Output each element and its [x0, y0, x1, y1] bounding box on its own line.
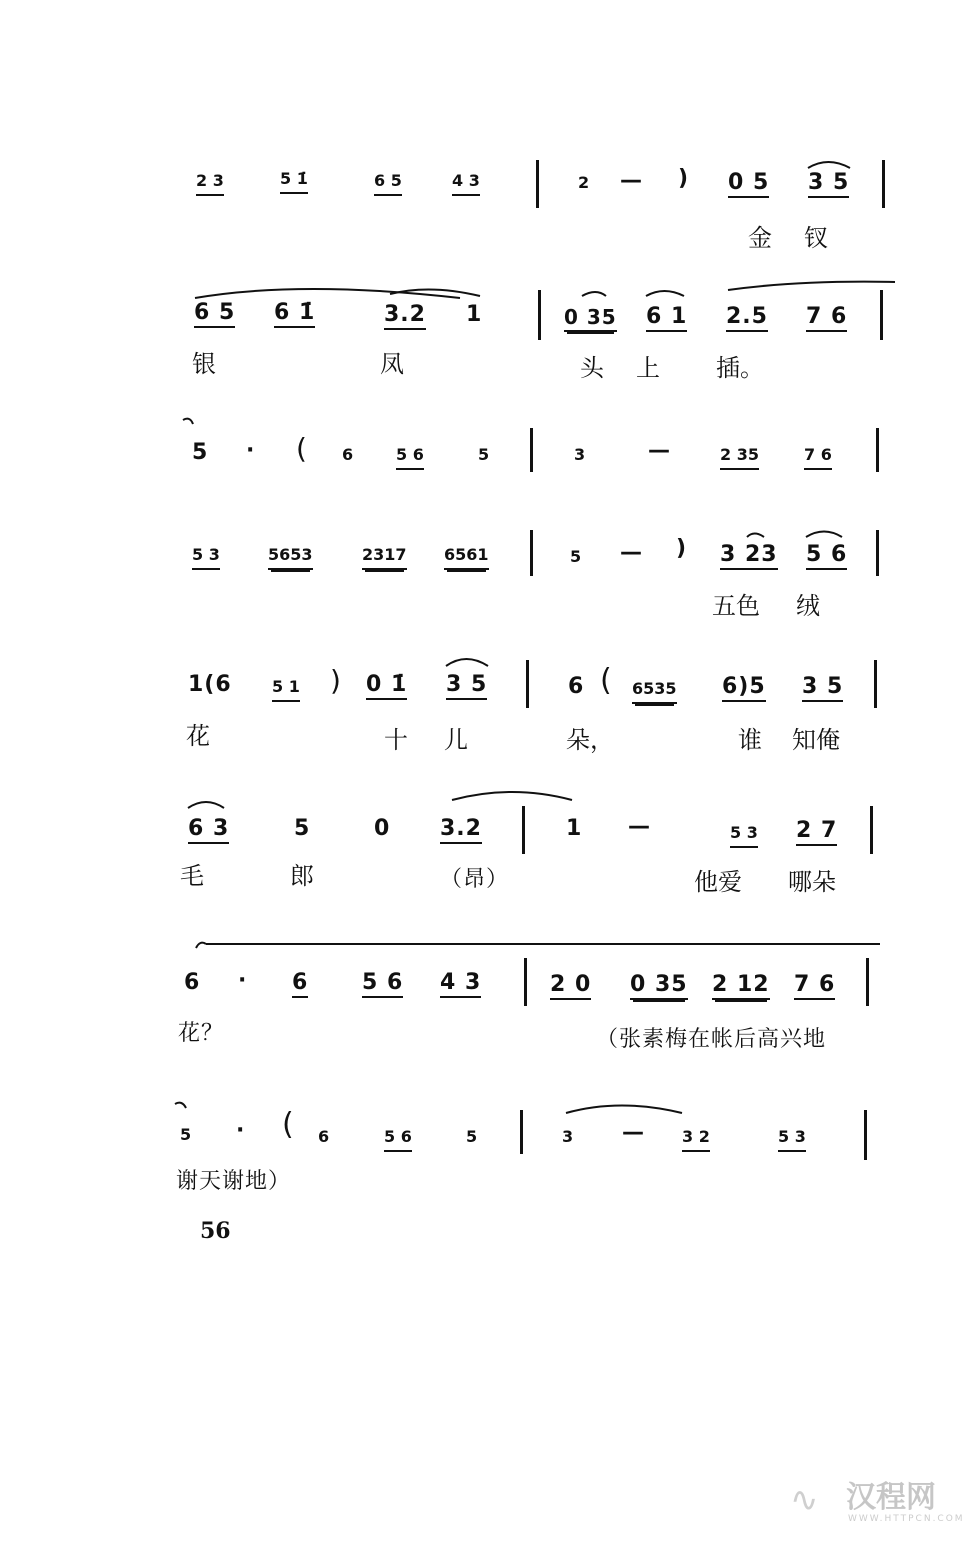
lyric: 上	[636, 354, 660, 382]
lyric: 花	[186, 722, 210, 750]
note-group: 6 1̇	[274, 302, 315, 328]
note-group: 3.2	[440, 818, 482, 844]
lyric: 哪朵	[788, 868, 836, 896]
barline	[864, 1110, 867, 1160]
lyric: 金	[748, 224, 772, 252]
note-group: 6535	[632, 678, 677, 704]
dash: —	[620, 540, 643, 565]
lyric: 知俺	[792, 726, 840, 754]
note-group: 4 3	[452, 170, 480, 196]
note-group: 3 5	[802, 676, 843, 702]
barline	[530, 428, 533, 472]
lyric: 谢天谢地）	[176, 1169, 292, 1194]
note-group: 0 35	[630, 974, 688, 1000]
note-group: 2 0	[550, 974, 591, 1000]
paren: )	[678, 166, 690, 191]
barline	[520, 1110, 523, 1154]
barline	[874, 660, 877, 708]
dash: —	[648, 438, 671, 463]
barline	[526, 660, 529, 708]
note-group: 6 1	[646, 306, 687, 332]
note-group: 2 35	[720, 444, 759, 470]
note: 5	[570, 547, 582, 566]
note-group: 5 1̇	[280, 168, 308, 194]
watermark-url: WWW.HTTPCN.COM	[848, 1514, 965, 1524]
dot: ·	[246, 438, 256, 463]
paren: )	[676, 536, 688, 561]
lyric: 郎	[290, 862, 314, 890]
lyric: 他爱	[694, 868, 742, 896]
note-group: 6)5	[722, 676, 766, 702]
paren: (	[600, 663, 613, 698]
note: 5	[478, 445, 490, 464]
paren: )	[330, 664, 342, 697]
note: 5	[192, 440, 209, 465]
note-group: 5 3	[730, 822, 758, 848]
note-group: 0 1̇	[366, 674, 407, 700]
lyric: 朵，	[566, 726, 614, 754]
note-group: 2 7	[796, 820, 837, 846]
note-group: 0 35	[564, 306, 617, 332]
barline	[882, 160, 885, 208]
note-group: 5 3	[778, 1126, 806, 1152]
watermark-text: 汉程网	[846, 1480, 936, 1515]
dot: ·	[238, 968, 248, 993]
note: 5	[466, 1127, 478, 1146]
barline	[880, 290, 883, 340]
barline	[524, 958, 527, 1006]
note-group: 2 3	[196, 170, 224, 196]
paren: (	[282, 1107, 295, 1142]
note-group: 5653	[268, 544, 313, 570]
note-group: 7 6	[806, 306, 847, 332]
note-group: 5 1	[272, 676, 300, 702]
note: 0	[374, 816, 391, 841]
lyric: 花？	[178, 1021, 225, 1046]
note-group: 5 6	[384, 1126, 412, 1152]
dash: —	[620, 168, 643, 193]
note: 3	[574, 445, 586, 464]
barline	[522, 806, 525, 854]
note-group: 7 6	[804, 444, 832, 470]
note-group: 1(6	[188, 672, 232, 697]
site-watermark	[790, 1480, 965, 1524]
barline	[536, 160, 539, 208]
note-group: 6 5	[194, 302, 235, 328]
note: 1	[466, 302, 483, 327]
paren: (	[296, 432, 308, 465]
note-group: 6 5	[374, 170, 402, 196]
note-group: 5 6	[362, 972, 403, 998]
note-group: 3 5	[808, 172, 849, 198]
lyric: 头	[580, 354, 604, 382]
note: 6	[292, 972, 308, 998]
dash: —	[628, 814, 651, 839]
note: 3	[562, 1127, 574, 1146]
dot: ·	[236, 1118, 246, 1143]
lyric: 儿	[444, 726, 468, 754]
barline	[876, 530, 879, 576]
lyric: 钗	[804, 224, 828, 252]
note-group: 3.2	[384, 304, 426, 330]
lyric: 插。	[716, 354, 764, 382]
barline	[866, 958, 869, 1006]
lyric: （张素梅在帐后高兴地	[596, 1027, 827, 1052]
note-group: 2317	[362, 544, 407, 570]
note: 1	[566, 816, 583, 841]
note-group: 0 5	[728, 172, 769, 198]
note-group: 5 6	[806, 544, 847, 570]
note: 6	[184, 970, 201, 995]
lyric: 绒	[796, 592, 820, 620]
barline	[530, 530, 533, 576]
note-group: 5 3	[192, 544, 220, 570]
lyric: 银	[192, 350, 216, 378]
note-group: 3 23	[720, 544, 778, 570]
lyric: 五色	[712, 592, 760, 620]
lyric: 毛	[180, 862, 204, 890]
note: 6	[342, 445, 354, 464]
barline	[876, 428, 879, 472]
note-group: 3 2	[682, 1126, 710, 1152]
note: 5	[294, 816, 311, 841]
note-group: 4 3	[440, 972, 481, 998]
lyric: 谁	[738, 726, 762, 754]
note-group: 5 6	[396, 444, 424, 470]
page-number: 56	[200, 1218, 231, 1244]
note-group: 2.5	[726, 306, 768, 332]
note: 6	[318, 1127, 330, 1146]
note-group: 6561	[444, 544, 489, 570]
lyric: （昂）	[440, 867, 510, 892]
note: 2	[578, 173, 590, 192]
watermark-logo-icon: ∿	[790, 1480, 819, 1520]
dash: —	[622, 1120, 645, 1145]
barline	[870, 806, 873, 854]
note: 6	[568, 674, 585, 699]
lyric: 凤	[380, 350, 404, 378]
lyric: 十	[384, 726, 408, 754]
note-group: 6 3	[188, 818, 229, 844]
note-group: 2 12	[712, 974, 770, 1000]
note: 5	[180, 1125, 192, 1144]
barline	[538, 290, 541, 340]
note-group: 7 6	[794, 974, 835, 1000]
note-group: 3 5	[446, 674, 487, 700]
